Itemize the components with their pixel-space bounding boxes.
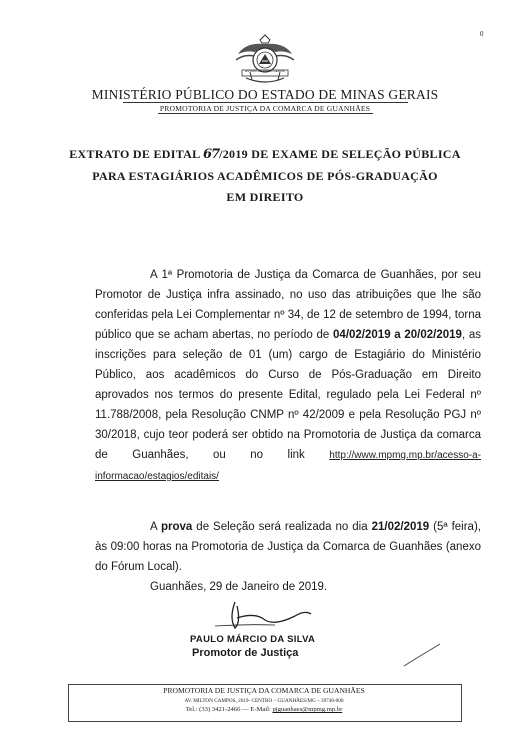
footer-email[interactable]: pjguanhaes@mpmg.mp.br: [272, 706, 343, 713]
paragraph-2-text-c: (5ª feira), às 09:00 horas na Promotoria de Justiça da Comarca de Guanhães (anexo do Fórum Local).: [95, 521, 481, 573]
title-line-3: EM DIREITO: [226, 190, 304, 204]
letterhead-rule-bottom: [158, 113, 373, 114]
handwritten-signature: [205, 598, 315, 634]
page-number: 0: [480, 30, 484, 38]
title-line-1-rest: /2019 DE EXAME DE SELEÇÃO PÚBLICA: [219, 147, 461, 161]
footer-contact: [68, 706, 460, 713]
margin-initial-mark: [400, 640, 445, 670]
editais-link[interactable]: http://www.mpmg.mp.br/acesso-a-informacao/estagios/editais/: [95, 450, 481, 482]
exam-word: prova: [161, 521, 193, 533]
paragraph-2-text-b: de Seleção será realizada no dia: [192, 521, 372, 533]
paragraph-1-text-b: , as inscrições para seleção de 01 (um) cargo de Estagiário do Ministério Público, aos acadêmicos do Curso de Pós-Graduação em Direito aprovados nos termos do presente Edital, regulado pela Lei Federal nº 11.788/2008, pela Resolução CNMP nº 42/2009 e pela Resolução PGJ nº 30/2018, cujo teor poderá ser obtido na Promotoria de Justiça da comarca de Guanhães, ou no link: [95, 329, 481, 461]
footer-phone: Tel.: (33) 3421-2466: [185, 706, 241, 713]
coat-of-arms-seal: [232, 32, 298, 86]
paragraph-2-text-a: A: [150, 521, 161, 533]
signer-role: Promotor de Justiça: [192, 647, 299, 659]
edital-number: 67: [203, 147, 220, 162]
exam-date: 21/02/2019: [371, 521, 430, 533]
footer-address: AV. MILTON CAMPOS, 2619- CENTRO – GUANHÃES/MG – 39740-000: [184, 698, 344, 704]
footer-email-label: E-Mail:: [250, 706, 271, 713]
announcement-paragraph: [95, 265, 481, 487]
title-prefix: EXTRATO DE EDITAL: [69, 147, 200, 161]
seal-text: ESTADO DE MINAS GERAIS: [245, 69, 285, 73]
title-line-2: PARA ESTAGIÁRIOS ACADÊMICOS DE PÓS-GRADUAÇÃO: [92, 169, 438, 183]
exam-paragraph: [95, 517, 481, 577]
footer-separator: —: [242, 706, 249, 713]
paragraph-1-text-a: A 1ª Promotoria de Justiça da Comarca de Guanhães, por seu Promotor de Justiça infra assinado, no uso das atribuições que lhe são conferidas pela Lei Complementar nº 34, de 12 de setembro de 1994, torna público que se acham abertas, no período de: [95, 269, 481, 341]
registration-period: 04/02/2019 a 20/02/2019: [333, 329, 462, 341]
letterhead-rule-top: [123, 102, 408, 103]
department-name: PROMOTORIA DE JUSTIÇA DA COMARCA DE GUANHÃES: [159, 104, 371, 113]
title-line-1: [0, 147, 530, 162]
dateline: Guanhães, 29 de Janeiro de 2019.: [150, 581, 328, 593]
institution-name: MINISTÉRIO PÚBLICO DO ESTADO DE MINAS GERAIS: [91, 87, 439, 102]
signer-name: PAULO MÁRCIO DA SILVA: [190, 634, 316, 645]
footer-department: PROMOTORIA DE JUSTIÇA DA COMARCA DE GUANHÃES: [163, 686, 365, 695]
